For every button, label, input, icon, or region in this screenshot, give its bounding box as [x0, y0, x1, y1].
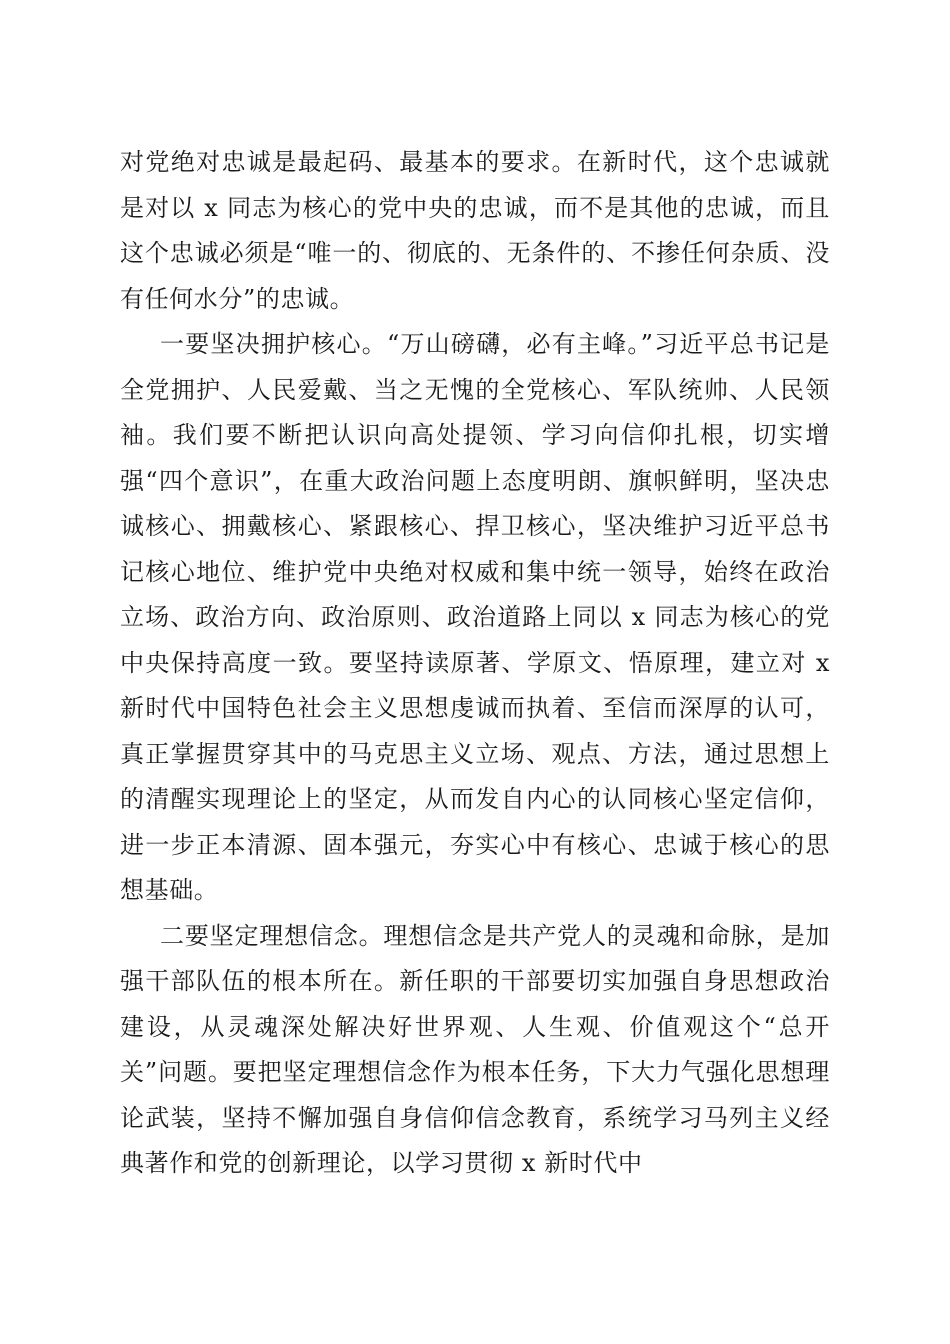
- paragraph-firm-ideals: 二要坚定理想信念。理想信念是共产党人的灵魂和命脉，是加强干部队伍的根本所在。新任职的干部要切实加强自身思想政治建设，从灵魂深处解决好世界观、人生观、价值观这个“总开关”问题。要把坚定理想信念作为根本任务，下大力气强化思想理论武装，坚持不懈加强自身信仰信念教育，系统学习马列主义经典著作和党的创新理论，以学习贯彻 x 新时代中: [120, 921, 830, 1177]
- paragraph-loyalty-continuation: 对党绝对忠诚是最起码、最基本的要求。在新时代，这个忠诚就是对以 x 同志为核心的党中央的忠诚，而不是其他的忠诚，而且这个忠诚必须是“唯一的、彻底的、无条件的、不掺任何杂质、没有任何水分”的忠诚。: [120, 148, 830, 313]
- paragraph-uphold-core: 一要坚决拥护核心。“万山磅礴，必有主峰。”习近平总书记是全党拥护、人民爱戴、当之无愧的全党核心、军队统帅、人民领袖。我们要不断把认识向高处提领、学习向信仰扎根，切实增强“四个意识”，在重大政治问题上态度明朗、旗帜鲜明，坚决忠诚核心、拥戴核心、紧跟核心、捍卫核心，坚决维护习近平总书记核心地位、维护党中央绝对权威和集中统一领导，始终在政治立场、政治方向、政治原则、政治道路上同以 x 同志为核心的党中央保持高度一致。要坚持读原著、学原文、悟原理，建立对 x 新时代中国特色社会主义思想虔诚而执着、至信而深厚的认可，真正掌握贯穿其中的马克思主义立场、观点、方法，通过思想上的清醒实现理论上的坚定，从而发自内心的认同核心坚定信仰，进一步正本清源、固本强元，夯实心中有核心、忠诚于核心的思想基础。: [120, 330, 830, 904]
- body-text: [120, 140, 830, 1187]
